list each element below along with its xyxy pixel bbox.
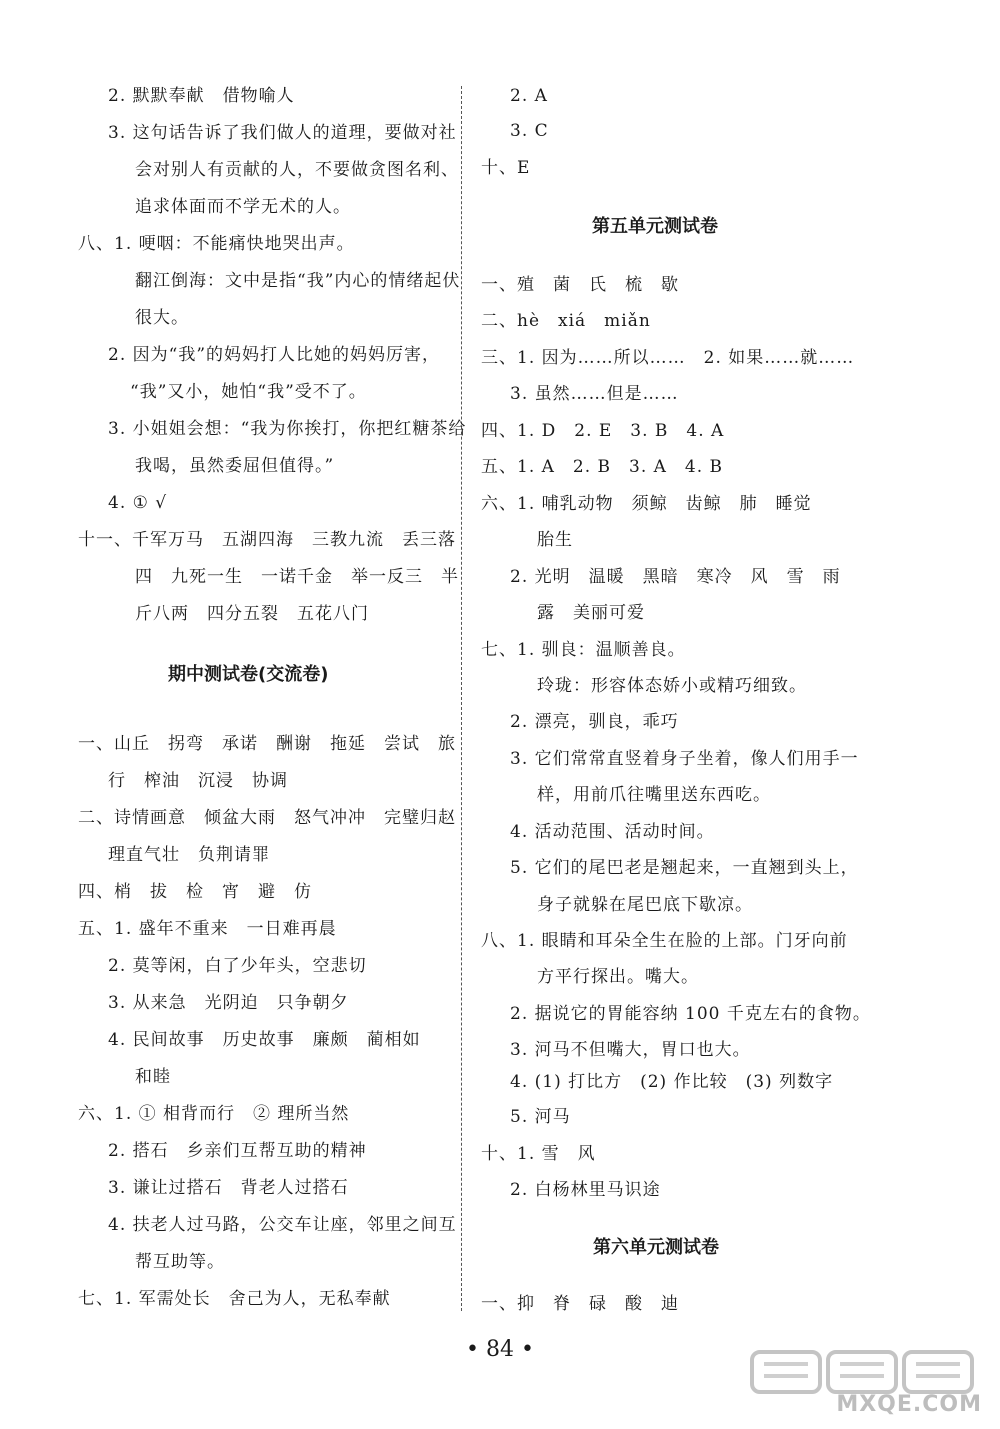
answer-line: 2. 光明 温暖 黑暗 寒冷 风 雪 雨 <box>510 567 841 587</box>
answer-line: 追求体面而不学无术的人。 <box>135 197 351 217</box>
answer-line: 二、hè xiá miǎn <box>481 311 651 331</box>
answer-line: 七、1. 驯良：温顺善良。 <box>481 640 686 660</box>
answer-line: 2. 据说它的胃能容纳 100 千克左右的食物。 <box>510 1004 871 1024</box>
answer-line: 5. 它们的尾巴老是翘起来，一直翘到头上， <box>510 858 859 878</box>
answer-line: 会对别人有贡献的人，不要做贪图名利、 <box>135 160 459 180</box>
answer-line: 4. (1) 打比方 (2) 作比较 (3) 列数字 <box>510 1072 834 1092</box>
answer-line: 我喝，虽然委屈但值得。” <box>135 456 335 476</box>
answer-line: 4. 民间故事 历史故事 廉颇 蔺相如 <box>108 1030 421 1050</box>
section-heading-midterm: 期中测试卷(交流卷) <box>168 664 329 685</box>
answer-line: 4. 活动范围、活动时间。 <box>510 822 715 842</box>
answer-line: 帮互助等。 <box>135 1252 225 1272</box>
answer-line: 四 九死一生 一诺千金 举一反三 半 <box>135 567 459 587</box>
answer-line: 很大。 <box>135 308 189 328</box>
answer-line: 十、1. 雪 风 <box>481 1144 596 1164</box>
answer-line: 理直气壮 负荆请罪 <box>108 845 270 865</box>
answer-line: 斤八两 四分五裂 五花八门 <box>135 604 369 624</box>
answer-line: 一、山丘 拐弯 承诺 酬谢 拖延 尝试 旅 <box>78 734 456 754</box>
answer-line: 3. 小姐姐会想：“我为你挨打，你把红糖茶给 <box>108 419 467 439</box>
answer-line: 八、1. 哽咽：不能痛快地哭出声。 <box>78 234 355 254</box>
answer-line: 4. ① √ <box>108 493 168 513</box>
answer-line: 一、抑 脊 碌 酸 迪 <box>481 1294 679 1314</box>
answer-line: 六、1. ① 相背而行 ② 理所当然 <box>78 1104 350 1124</box>
section-heading-unit5: 第五单元测试卷 <box>592 216 718 237</box>
answer-line: 八、1. 眼睛和耳朵全生在脸的上部。门牙向前 <box>481 931 848 951</box>
answer-line: 2. 默默奉献 借物喻人 <box>108 86 295 106</box>
answer-line: 四、梢 拔 检 宵 避 仿 <box>78 882 312 902</box>
answer-line: 3. C <box>510 121 549 141</box>
answer-line: “我”又小，她怕“我”受不了。 <box>130 382 367 402</box>
answer-line: 一、殖 菌 氏 梳 歇 <box>481 275 679 295</box>
answer-line: 5. 河马 <box>510 1107 571 1127</box>
answer-line: 二、诗情画意 倾盆大雨 怒气冲冲 完璧归赵 <box>78 808 456 828</box>
answer-line: 十、E <box>481 158 531 178</box>
watermark-text: MXQE.COM <box>836 1392 982 1417</box>
answer-line: 3. 它们常常直竖着身子坐着，像人们用手一 <box>510 749 859 769</box>
answer-line: 三、1. 因为……所以…… 2. 如果……就…… <box>481 348 855 368</box>
answer-line: 身子就躲在尾巴底下歇凉。 <box>537 895 753 915</box>
page-number: • 84 • <box>466 1337 534 1362</box>
answer-line: 3. 谦让过搭石 背老人过搭石 <box>108 1178 349 1198</box>
answer-line: 3. 这句话告诉了我们做人的道理，要做对社 <box>108 123 457 143</box>
answer-line: 六、1. 哺乳动物 须鲸 齿鲸 肺 睡觉 <box>481 494 812 514</box>
answer-line: 五、1. 盛年不重来 一日难再晨 <box>78 919 337 939</box>
answer-line: 3. 从来急 光阴迫 只争朝夕 <box>108 993 349 1013</box>
answer-line: 玲珑：形容体态娇小或精巧细致。 <box>537 676 807 696</box>
answer-line: 翻江倒海：文中是指“我”内心的情绪起伏 <box>135 271 461 291</box>
answer-line: 方平行探出。嘴大。 <box>537 967 699 987</box>
answer-line: 行 榨油 沉浸 协调 <box>108 771 288 791</box>
answer-line: 4. 扶老人过马路，公交车让座，邻里之间互 <box>108 1215 457 1235</box>
answer-line: 3. 虽然……但是…… <box>510 384 679 404</box>
answer-line: 十一、千军万马 五湖四海 三教九流 丢三落 <box>78 530 456 550</box>
answer-line: 样，用前爪往嘴里送东西吃。 <box>537 785 771 805</box>
answer-line: 3. 河马不但嘴大，胃口也大。 <box>510 1040 751 1060</box>
section-heading-unit6: 第六单元测试卷 <box>593 1237 719 1258</box>
answer-line: 2. 漂亮，驯良，乖巧 <box>510 712 679 732</box>
answer-line: 露 美丽可爱 <box>537 603 645 623</box>
answer-line: 2. 搭石 乡亲们互帮互助的精神 <box>108 1141 367 1161</box>
column-divider <box>461 86 462 1311</box>
answer-line: 2. 莫等闲，白了少年头，空悲切 <box>108 956 367 976</box>
answer-line: 四、1. D 2. E 3. B 4. A <box>481 421 725 441</box>
answer-line: 七、1. 军需处长 舍己为人，无私奉献 <box>78 1289 391 1309</box>
answer-line: 2. 白杨林里马识途 <box>510 1180 661 1200</box>
answer-line: 和睦 <box>135 1067 171 1087</box>
answer-line: 2. A <box>510 86 548 106</box>
answer-line: 五、1. A 2. B 3. A 4. B <box>481 457 724 477</box>
answer-line: 2. 因为“我”的妈妈打人比她的妈妈厉害， <box>108 345 441 365</box>
answer-line: 胎生 <box>537 530 573 550</box>
